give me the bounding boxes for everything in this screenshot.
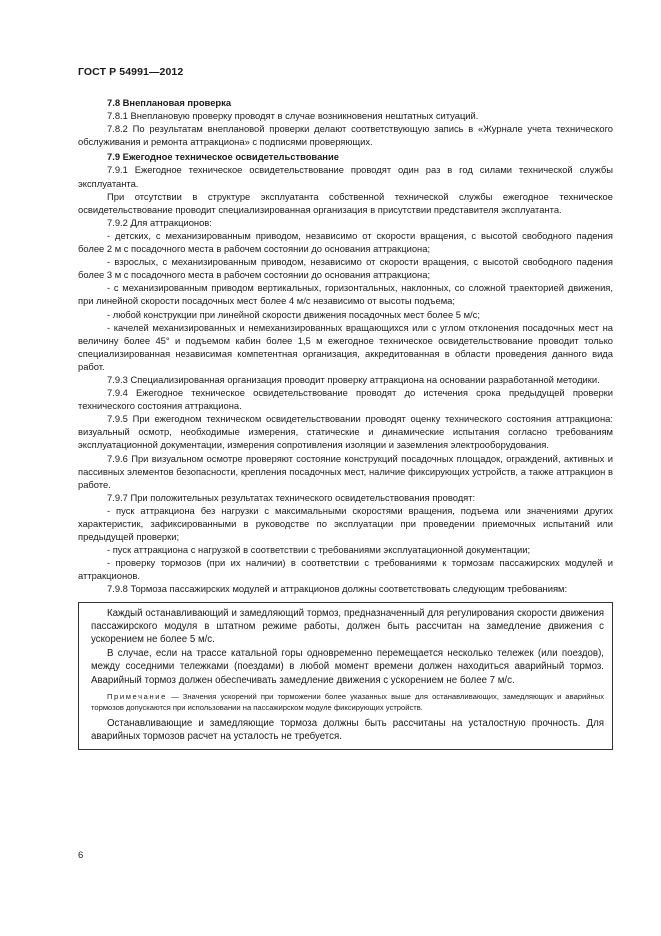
box-paragraph: В случае, если на трассе катальной горы одновременно перемещается несколько тележек (или поездов), между соседними тележками (поездами) в любой момент времени должен находиться аварийный тормоз. Аварийный тормоз должен обеспечивать замедление движения с ускорением не более 7 м/с. [91, 647, 604, 686]
list-item: - проверку тормозов (при их наличии) в соответствии с требованиями к тормозам пассажирских модулей и аттракционов. [78, 557, 613, 582]
list-item: - пуск аттракциона с нагрузкой в соответствии с требованиями эксплуатационной документации; [107, 544, 531, 556]
box-paragraph: Каждый останавливающий и замедляющий тормоз, предназначенный для регулирования скорости движения пассажирского модуля в штатном режиме работы, должен быть рассчитан на замедление движения с ускорением не более 5 м/с. [91, 607, 604, 646]
section-heading-7-9: 7.9 Ежегодное техническое освидетельствование [107, 151, 339, 163]
list-item: - качелей механизированных и немеханизированных вращающихся или с углом отклонения посадочных мест на величину более 45° и подъемом кабин более 1,5 м ежегодное техническое освидетельствование проводит только специализированная независимая компетентная организация, аккредитованная в области проведения данного вида работ. [78, 321, 613, 372]
paragraph-7-8-1: 7.8.1 Внеплановую проверку проводят в случае возникновения нештатных ситуаций. [107, 110, 479, 122]
paragraph-7-9-5: 7.9.5 При ежегодном техническом освидетельствовании проводят оценку технического состояния аттракциона: визуальный осмотр, необходимые измерения, статические и динамические испытания согласно требованиям эксплуатационной документации, измерения сопротивления изоляции и заземления электрооборудования. [78, 413, 613, 451]
paragraph-7-9-1-continued: При отсутствии в структуре эксплуатанта собственной технической службы ежегодное техническое освидетельствование проводит специализированная организация в присутствии представителя эксплуатанта. [78, 190, 613, 215]
paragraph-7-8-2: 7.8.2 По результатам внеплановой проверки делают соответствующую запись в «Журнале учета технического обслуживания и ремонта аттракциона» с подписями проверяющих. [78, 123, 613, 148]
note-label: Примечание [107, 692, 167, 701]
paragraph-7-9-7: 7.9.7 При положительных результатах технического освидетельствования проводят: [107, 491, 476, 503]
section-heading-7-8: 7.8 Внеплановая проверка [107, 97, 232, 108]
document-header: ГОСТ Р 54991—2012 [78, 66, 184, 78]
quoted-requirements-box [78, 602, 613, 750]
paragraph-7-9-4: 7.9.4 Ежегодное техническое освидетельствование проводят до истечения срока предыдущей проверки технического состояния аттракциона. [78, 387, 613, 412]
paragraph-7-9-1: 7.9.1 Ежегодное техническое освидетельствование проводят один раз в год силами технической службы эксплуатанта. [78, 164, 613, 189]
paragraph-7-9-8: 7.9.8 Тормоза пассажирских модулей и аттракционов должны соответствовать следующим требованиям: [107, 583, 568, 595]
paragraph-7-9-2: 7.9.2 Для аттракционов: [107, 216, 212, 228]
note [91, 691, 604, 713]
note-text: — Значения ускорений при торможении более указанных выше для останавливающих, замедляющих и аварийных тормозов допускаются при использовании на пассажирском модуле фиксирующих устройств. [91, 692, 604, 712]
list-item: - детских, с механизированным приводом, независимо от скорости вращения, с высотой свободного падения более 2 м с посадочного места в рабочем состоянии до основания аттракциона; [78, 229, 613, 255]
document-body [78, 94, 613, 750]
paragraph-7-9-3: 7.9.3 Специализированная организация проводит проверку аттракциона на основании разработанной методики. [107, 373, 600, 385]
list-item: - любой конструкции при линейной скорости движения посадочных мест более 5 м/с; [107, 308, 480, 320]
page-number: 6 [78, 850, 84, 861]
list-item: - взрослых, с механизированным приводом, независимо от скорости вращения, с высотой свободного падения более 3 м с посадочного места в рабочем состоянии до основания аттракциона; [78, 256, 613, 281]
list-item: - с механизированным приводом вертикальных, горизонтальных, наклонных, со сложной траекторией движения, при линейной скорости посадочных мест более 4 м/с независимо от высоты подъема; [78, 282, 613, 307]
paragraph-7-9-6: 7.9.6 При визуальном осмотре проверяют состояние конструкций посадочных площадок, ограждений, активных и пассивных элементов безопасности, крепления посадочных мест, наличие фиксирующих устройств, а также аттракцион в работе. [78, 452, 613, 490]
list-item: - пуск аттракциона без нагрузки с максимальными скоростями вращения, подъема или значениями других характеристик, зафиксированными в руководстве по эксплуатации при проведении приемочных испытаний или предыдущей проверки; [78, 504, 613, 543]
box-paragraph: Останавливающие и замедляющие тормоза должны быть рассчитаны на усталостную прочность. Для аварийных тормозов расчет на усталость не требуется. [91, 718, 604, 743]
